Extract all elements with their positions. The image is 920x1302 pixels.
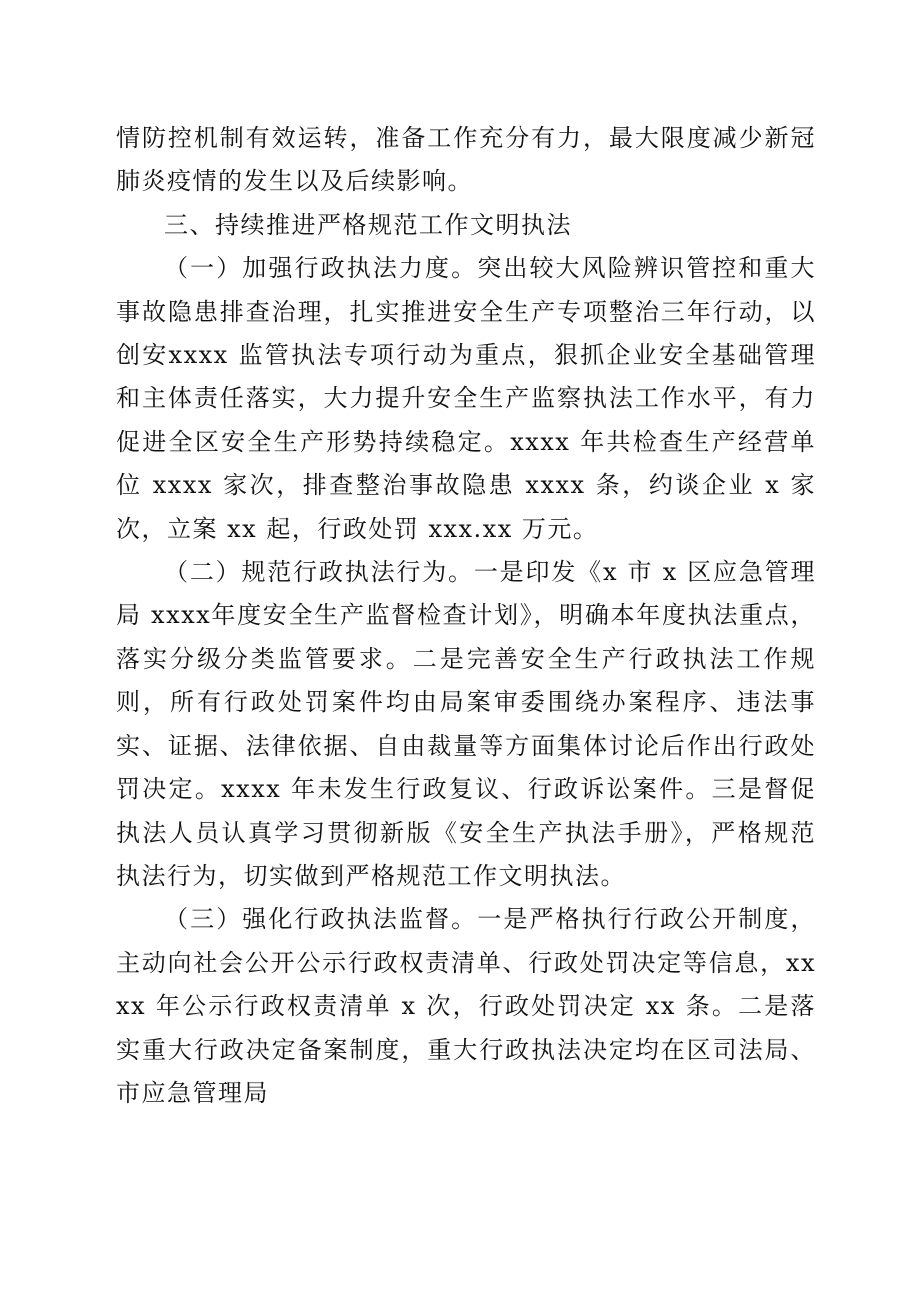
section-heading: 三、持续推进严格规范工作文明执法 — [164, 210, 572, 239]
paragraph-continuation: 情防控机制有效运转，准备工作充分有力，最大限度减少新冠肺炎疫情的发生以及后续影响。 — [116, 124, 816, 196]
paragraph-enforcement-standardization: （二）规范行政执法行为。一是印发《x 市 x 区应急管理局 xxxx年度安全生产监督检查计划》，明确本年度执法重点，落实分级分类监管要求。二是完善安全生产行政执法工作规则，所有行政处罚案件均由局案审委围绕办案程序、违法事实、证据、法律依据、自由裁量等方面集体讨论后作出行政处罚决定。xxxx 年未发生行政复议、行政诉讼案件。三是督促执法人员认真学习贯彻新版《安全生产执法手册》，严格规范执法行为，切实做到严格规范工作文明执法。 — [116, 558, 816, 890]
paragraph-enforcement-strength: （一）加强行政执法力度。突出较大风险辨识管控和重大事故隐患排查治理，扎实推进安全生产专项整治三年行动，以创安xxxx 监管执法专项行动为重点，狠抓企业安全基础管理和主体责任落实，大力提升安全生产监察执法工作水平，有力促进全区安全生产形势持续稳定。xxxx 年共检查生产经营单位 xxxx 家次，排查整治事故隐患 xxxx 条，约谈企业 x 家次，立案 xx 起，行政处罚 xxx.xx 万元。 — [116, 254, 816, 543]
document-body — [116, 117, 816, 1115]
paragraph-enforcement-supervision: （三）强化行政执法监督。一是严格执行行政公开制度，主动向社会公开公示行政权责清单、行政处罚决定等信息，xxxx 年公示行政权责清单 x 次，行政处罚决定 xx 条。二是落实重大行政决定备案制度，重大行政执法决定均在区司法局、市应急管理局 — [116, 905, 816, 1107]
